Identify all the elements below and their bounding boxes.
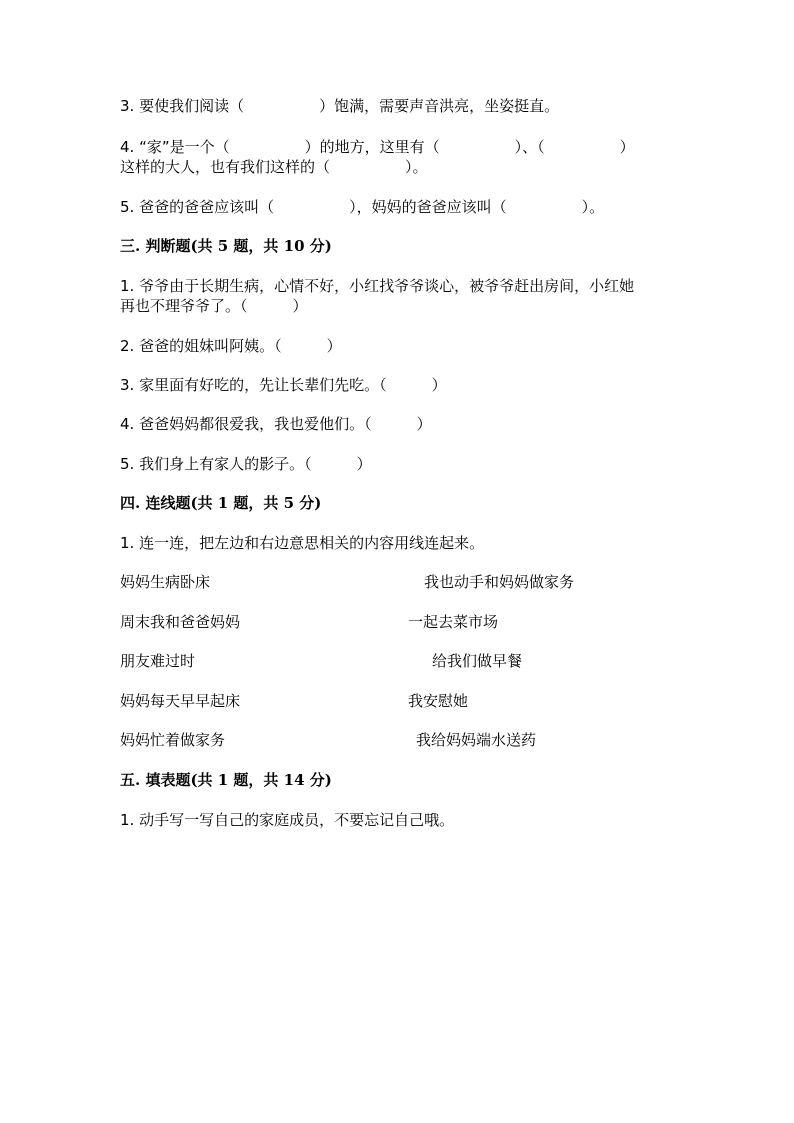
judge-q5: 5. 我们身上有家人的影子。（ ） [120,455,372,473]
table-q1: 1. 动手写一写自己的家庭成员，不要忘记自己哦。 [120,811,455,829]
match-right-item: 我给妈妈端水送药 [416,731,537,749]
section-4-title: 四. 连线题(共 1 题，共 5 分) [120,494,322,512]
fill-blank-q4-line1: 4. “家”是一个（ ）的地方，这里有（ ）、（ ） [120,138,635,156]
match-right-item: 给我们做早餐 [432,652,523,670]
match-left-item: 妈妈每天早早起床 [120,692,241,710]
match-right-item: 我安慰她 [408,692,469,710]
match-right-item: 一起去菜市场 [408,613,499,631]
judge-q1-line2: 再也不理爷爷了。（ ） [120,297,308,315]
fill-blank-q3: 3. 要使我们阅读（ ）饱满，需要声音洪亮，坐姿挺直。 [120,97,560,115]
judge-q2: 2. 爸爸的姐妹叫阿姨。（ ） [120,337,342,355]
section-5-title: 五. 填表题(共 1 题，共 14 分) [120,771,332,789]
match-right-item: 我也动手和妈妈做家务 [424,573,575,591]
match-left-item: 周末我和爸爸妈妈 [120,613,241,631]
section-3-title: 三. 判断题(共 5 题，共 10 分) [120,237,332,255]
match-left-item: 朋友难过时 [120,652,196,670]
fill-blank-q5: 5. 爸爸的爸爸应该叫（ ），妈妈的爸爸应该叫（ ）。 [120,198,605,216]
judge-q3: 3. 家里面有好吃的，先让长辈们先吃。（ ） [120,376,447,394]
match-left-item: 妈妈生病卧床 [120,573,211,591]
match-left-item: 妈妈忙着做家务 [120,731,226,749]
judge-q1-line1: 1. 爷爷由于长期生病，心情不好，小红找爷爷谈心，被爷爷赶出房间，小红她 [120,277,635,295]
fill-blank-q4-line2: 这样的大人，也有我们这样的（ ）。 [120,158,428,176]
judge-q4: 4. 爸爸妈妈都很爱我，我也爱他们。（ ） [120,415,432,433]
match-instruction: 1. 连一连，把左边和右边意思相关的内容用线连起来。 [120,534,485,552]
